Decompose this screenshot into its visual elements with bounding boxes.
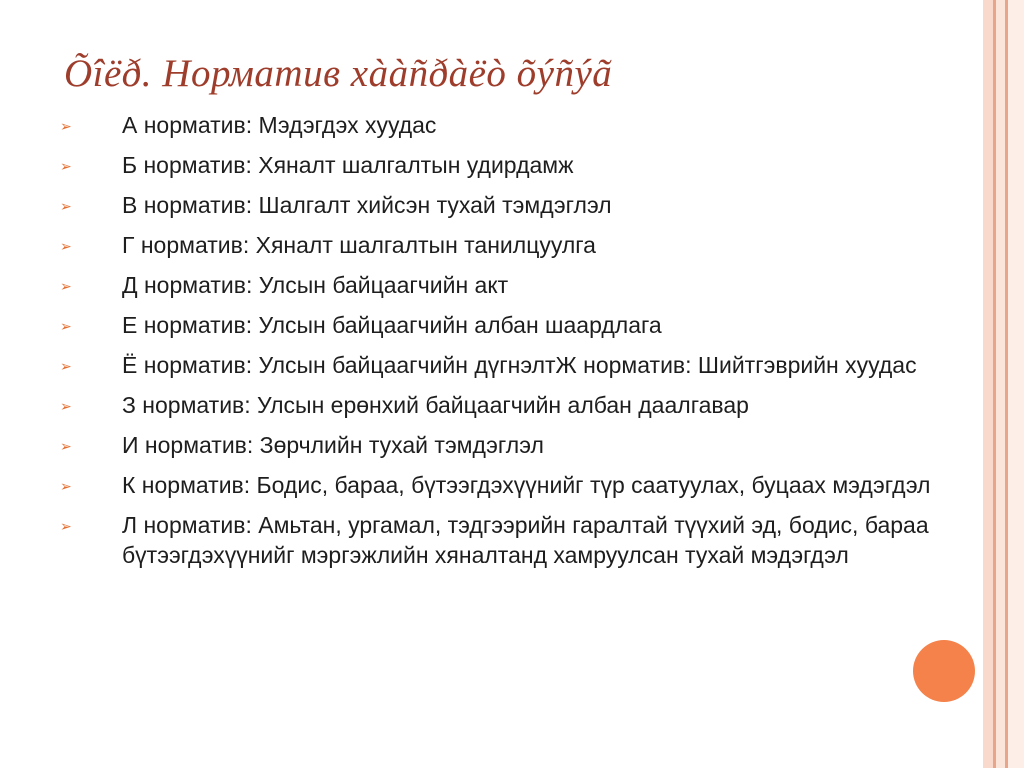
arrow-bullet-icon: ➢: [60, 318, 72, 334]
arrow-bullet-icon: ➢: [60, 118, 72, 134]
list-item-text: З норматив: Улсын ерөнхий байцаагчийн албан даалгавар: [122, 392, 749, 418]
list-item-text: Б норматив: Хяналт шалгалтын удирдамж: [122, 152, 574, 178]
list-item: [60, 510, 940, 570]
list-item: [60, 190, 940, 220]
list-item-text: И норматив: Зөрчлийн тухай тэмдэглэл: [122, 432, 544, 458]
list-item-text: Е норматив: Улсын байцаагчийн албан шаардлага: [122, 312, 662, 338]
arrow-bullet-icon: ➢: [60, 278, 72, 294]
list-item: [60, 310, 940, 340]
decorative-stripe: [996, 0, 1005, 768]
arrow-bullet-icon: ➢: [60, 158, 72, 174]
list-item-text: К норматив: Бодис, бараа, бүтээгдэхүүнийг түр саатуулах, буцаах мэдэгдэл: [122, 472, 931, 498]
list-item: [60, 110, 940, 140]
list-item-text: Д норматив: Улсын байцаагчийн акт: [122, 272, 509, 298]
arrow-bullet-icon: ➢: [60, 398, 72, 414]
list-item-text: В норматив: Шалгалт хийсэн тухай тэмдэглэл: [122, 192, 612, 218]
decorative-stripe: [1008, 0, 1024, 768]
list-item-text: А норматив: Мэдэгдэх хуудас: [122, 112, 437, 138]
list-item-text: Ё норматив: Улсын байцаагчийн дүгнэлтЖ норматив: Шийтгэврийн хуудас: [122, 352, 917, 378]
arrow-bullet-icon: ➢: [60, 198, 72, 214]
list-item: [60, 230, 940, 260]
arrow-bullet-icon: ➢: [60, 478, 72, 494]
list-item: [60, 390, 940, 420]
decorative-stripe: [983, 0, 993, 768]
arrow-bullet-icon: ➢: [60, 438, 72, 454]
accent-circle: [913, 640, 975, 702]
list-item: [60, 270, 940, 300]
bullet-list: [60, 110, 940, 580]
arrow-bullet-icon: ➢: [60, 358, 72, 374]
list-item: [60, 470, 940, 500]
list-item: [60, 350, 940, 380]
list-item: [60, 430, 940, 460]
slide-title: Õîëð. Норматив хààñðàëò õýñýã: [64, 52, 613, 95]
list-item-text: Г норматив: Хяналт шалгалтын танилцуулга: [122, 232, 596, 258]
arrow-bullet-icon: ➢: [60, 238, 72, 254]
list-item-text: Л норматив: Амьтан, ургамал, тэдгээрийн гаралтай түүхий эд, бодис, бараа бүтээгдэхүүнийг мэргэжлийн хяналтанд хамруулсан тухай мэдэгдэл: [122, 512, 929, 568]
arrow-bullet-icon: ➢: [60, 518, 72, 534]
list-item: [60, 150, 940, 180]
